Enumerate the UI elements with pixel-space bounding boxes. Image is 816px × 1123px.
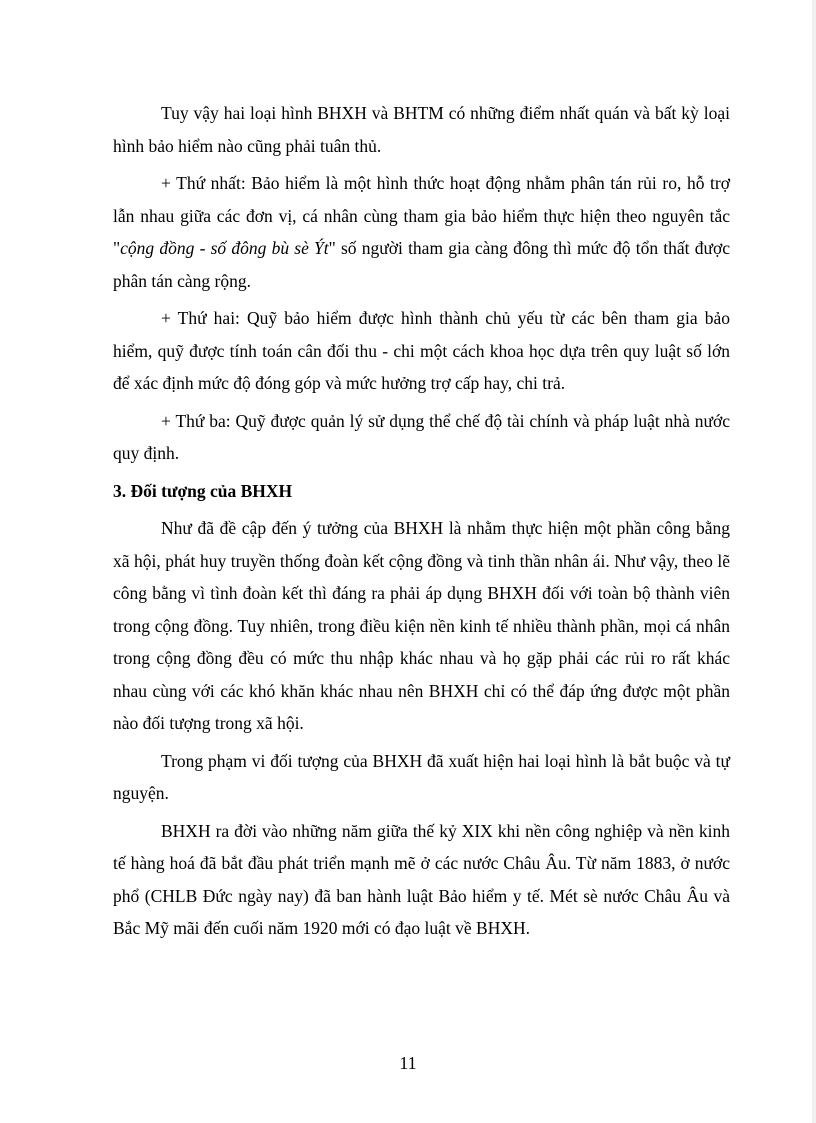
paragraph-second-principle: + Thứ hai: Quỹ bảo hiểm được hình thành chủ yếu từ các bên tham gia bảo hiểm, quỹ được tính toán cân đối thu - chi một cách khoa học dựa trên quy luật số lớn để xác định mức độ đóng góp và mức hưởng trợ cấp hay, chi trả.	[113, 308, 730, 393]
paragraph-section-1: Như đã đề cập đến ý tưởng của BHXH là nhằm thực hiện một phần công bằng xã hội, phát huy truyền thống đoàn kết cộng đồng và tinh thần nhân ái. Như vậy, theo lẽ công bằng vì tình đoàn kết thì đáng ra phải áp dụng BHXH đối với toàn bộ thành viên trong cộng đồng. Tuy nhiên, trong điều kiện nền kinh tế nhiều thành phần, mọi cá nhân trong cộng đồng đều có mức thu nhập khác nhau và họ gặp phải các rủi ro rất khác nhau cùng với các khó khăn khác nhau nên BHXH chỉ có thể đáp ứng được một phần nào đối tượng trong xã hội.	[113, 518, 730, 733]
page-number: 11	[399, 1053, 417, 1073]
paragraph-intro: Tuy vậy hai loại hình BHXH và BHTM có những điểm nhất quán và bất kỳ loại hình bảo hiểm nào cũng phải tuân thủ.	[113, 103, 730, 156]
paragraph-third-principle: + Thứ ba: Quỹ được quản lý sử dụng thể chế độ tài chính và pháp luật nhà nước quy định.	[113, 410, 730, 463]
first-principle-italic-phrase: cộng đồng - số đông bù sè Ýt	[120, 238, 329, 258]
paragraph-section-3: BHXH ra đời vào những năm giữa thế kỷ XIX khi nền công nghiệp và nền kinh tế hàng hoá đã bắt đầu phát triển mạnh mẽ ở các nước Châu Âu. Từ năm 1883, ở nước phổ (CHLB Đức ngày nay) đã ban hành luật Bảo hiểm y tế. Mét sè nước Châu Âu và Bắc Mỹ mãi đến cuối năm 1920 mới có đạo luật về BHXH.	[113, 820, 730, 938]
first-principle-text-start: + Thứ nhất: Bảo hiểm là một hình thức hoạt động nhằm phân tán rủi ro, hỗ trợ lẫn nhau giữa các đơn vị, cá nhân cùng tham gia bảo hiểm thực hiện theo nguyên tắc "	[113, 173, 730, 258]
paragraph-section-2: Trong phạm vi đối tượng của BHXH đã xuất hiện hai loại hình là bắt buộc và tự nguyện.	[113, 750, 730, 803]
section-heading: 3. Đối tượng của BHXH	[113, 480, 293, 501]
paragraph-first-principle	[113, 167, 730, 297]
body-text	[113, 97, 730, 950]
first-principle-text-end: " số người tham gia càng đông thì mức độ tổn thất được phân tán càng rộng.	[113, 238, 730, 291]
page-edge-divider	[812, 0, 816, 1123]
